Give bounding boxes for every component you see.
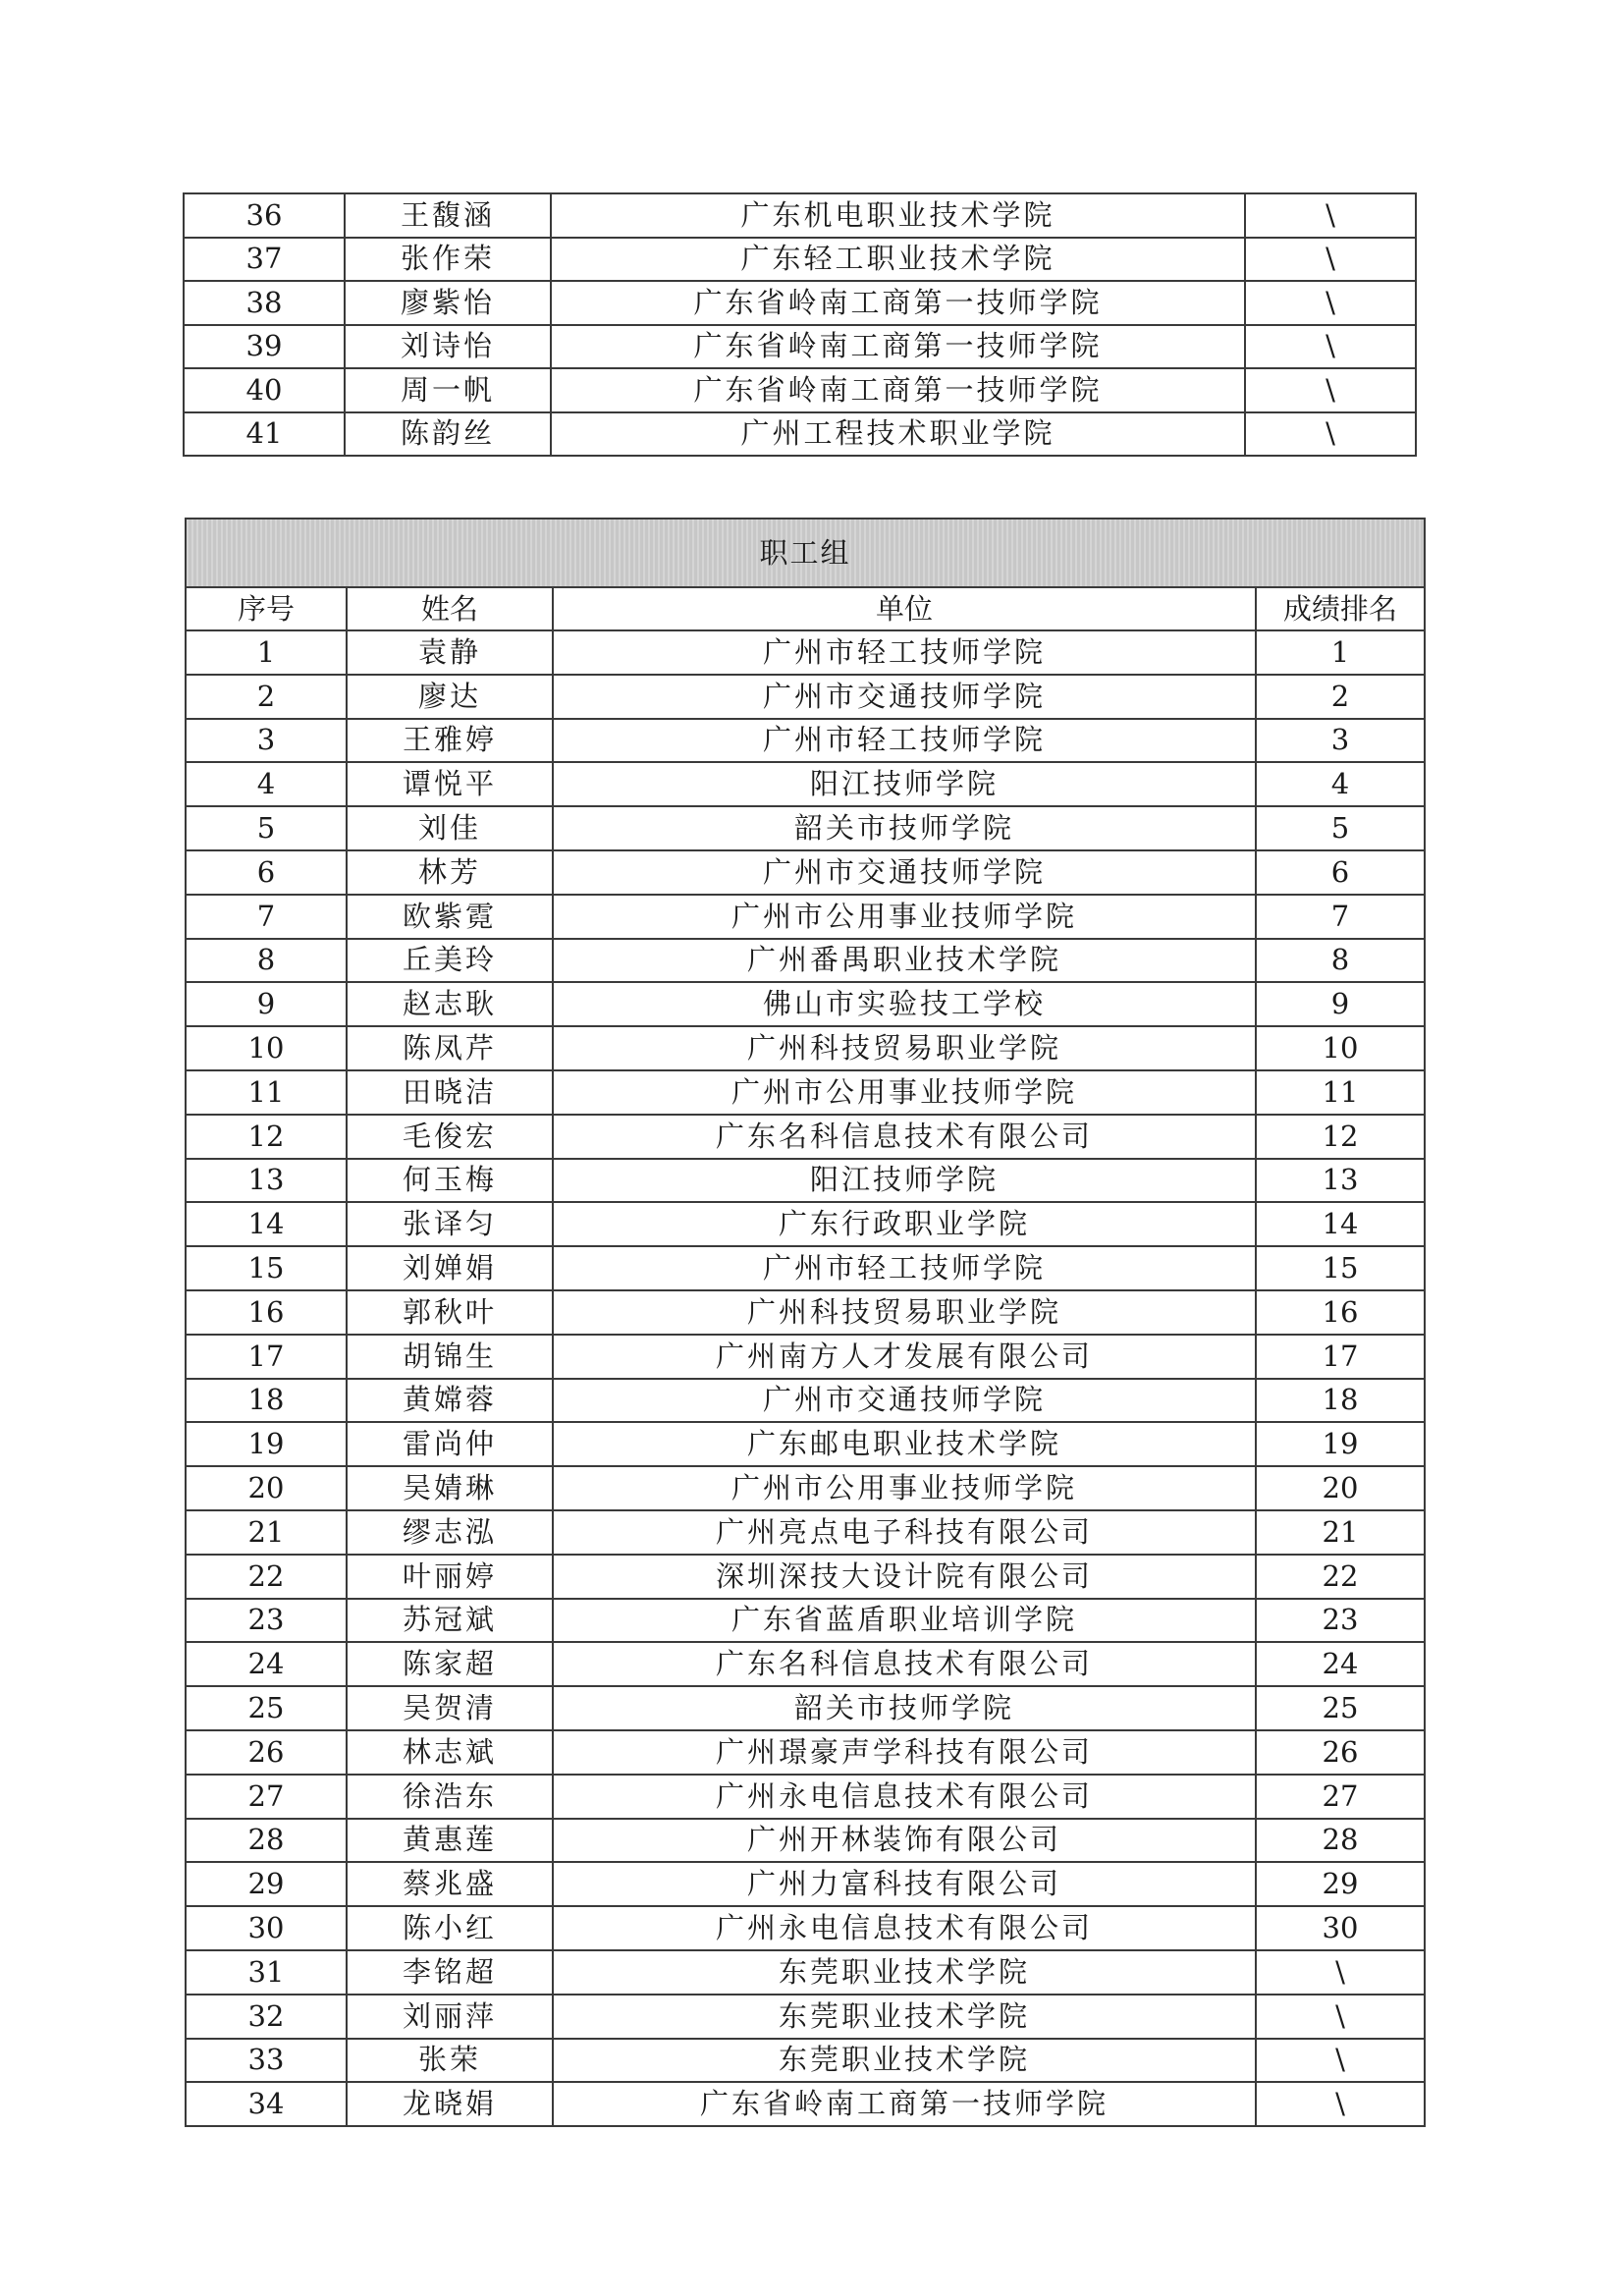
organization-name: 广东邮电职业技术学院 (553, 1422, 1256, 1466)
organization-name: 韶关市技师学院 (553, 806, 1256, 850)
table-row (186, 1599, 1425, 1643)
row-number: 3 (186, 719, 347, 763)
rank-value: 20 (1256, 1466, 1425, 1510)
table-row (186, 939, 1425, 983)
person-name: 张译匀 (347, 1202, 553, 1246)
person-name: 刘佳 (347, 806, 553, 850)
organization-name: 广州科技贸易职业学院 (553, 1290, 1256, 1335)
organization-name: 广东省岭南工商第一技师学院 (553, 2082, 1256, 2126)
person-name: 黄嫦蓉 (347, 1379, 553, 1423)
header-unit: 单位 (553, 587, 1256, 630)
rank-value: 30 (1256, 1906, 1425, 1950)
staff-group-table (185, 518, 1426, 2127)
table-row (186, 1555, 1425, 1599)
person-name: 雷尚仲 (347, 1422, 553, 1466)
organization-name: 广州番禺职业技术学院 (553, 939, 1256, 983)
table-row (186, 1422, 1425, 1466)
organization-name: 广州璟豪声学科技有限公司 (553, 1730, 1256, 1775)
table-row (186, 675, 1425, 719)
row-number: 34 (186, 2082, 347, 2126)
person-name: 谭悦平 (347, 762, 553, 806)
rank-value: 6 (1256, 850, 1425, 895)
rank-value: 16 (1256, 1290, 1425, 1335)
rank-value: 7 (1256, 895, 1425, 939)
person-name: 吴婧琳 (347, 1466, 553, 1510)
table-row (186, 1775, 1425, 1819)
rank-value: 22 (1256, 1555, 1425, 1599)
person-name: 赵志耿 (347, 982, 553, 1026)
person-name: 黄惠莲 (347, 1819, 553, 1863)
organization-name: 广州市轻工技师学院 (553, 1246, 1256, 1290)
row-number: 31 (186, 1950, 347, 1995)
table-row (186, 1950, 1425, 1995)
organization-name: 广州永电信息技术有限公司 (553, 1775, 1256, 1819)
person-name: 刘丽萍 (347, 1995, 553, 2039)
person-name: 袁静 (347, 630, 553, 675)
organization-name: 广州开林装饰有限公司 (553, 1819, 1256, 1863)
rank-value: 21 (1256, 1510, 1425, 1555)
rank-value: \ (1256, 1950, 1425, 1995)
person-name: 陈韵丝 (345, 412, 551, 457)
table-row (184, 412, 1416, 457)
person-name: 田晓洁 (347, 1070, 553, 1115)
table-row (186, 762, 1425, 806)
previous-group-table (183, 192, 1417, 457)
rank-value: 5 (1256, 806, 1425, 850)
row-number: 17 (186, 1335, 347, 1379)
organization-name: 广州工程技术职业学院 (551, 412, 1245, 457)
rank-value: 23 (1256, 1599, 1425, 1643)
table-row (186, 1862, 1425, 1906)
organization-name: 广州科技贸易职业学院 (553, 1026, 1256, 1070)
person-name: 郭秋叶 (347, 1290, 553, 1335)
rank-value: 18 (1256, 1379, 1425, 1423)
person-name: 林志斌 (347, 1730, 553, 1775)
organization-name: 广东名科信息技术有限公司 (553, 1642, 1256, 1686)
row-number: 36 (184, 193, 345, 238)
person-name: 李铭超 (347, 1950, 553, 1995)
person-name: 王馥涵 (345, 193, 551, 238)
row-number: 26 (186, 1730, 347, 1775)
organization-name: 广州南方人才发展有限公司 (553, 1335, 1256, 1379)
person-name: 廖紫怡 (345, 281, 551, 325)
organization-name: 广州永电信息技术有限公司 (553, 1906, 1256, 1950)
table-row (186, 1290, 1425, 1335)
table-row (186, 2039, 1425, 2083)
staff-group-table-body (186, 630, 1425, 2126)
row-number: 14 (186, 1202, 347, 1246)
rank-value: 3 (1256, 719, 1425, 763)
organization-name: 阳江技师学院 (553, 1159, 1256, 1203)
row-number: 27 (186, 1775, 347, 1819)
row-number: 25 (186, 1686, 347, 1730)
row-number: 19 (186, 1422, 347, 1466)
row-number: 40 (184, 368, 345, 412)
row-number: 29 (186, 1862, 347, 1906)
person-name: 周一帆 (345, 368, 551, 412)
header-rank: 成绩排名 (1256, 587, 1425, 630)
table-row (186, 1159, 1425, 1203)
rank-value: 26 (1256, 1730, 1425, 1775)
person-name: 胡锦生 (347, 1335, 553, 1379)
person-name: 徐浩东 (347, 1775, 553, 1819)
table-row (184, 281, 1416, 325)
rank-value: 29 (1256, 1862, 1425, 1906)
table-row (186, 1642, 1425, 1686)
group-title: 职工组 (186, 519, 1425, 587)
table-row (186, 1995, 1425, 2039)
rank-value: 27 (1256, 1775, 1425, 1819)
table-row (186, 1466, 1425, 1510)
rank-value: \ (1256, 2082, 1425, 2126)
rank-value: 15 (1256, 1246, 1425, 1290)
organization-name: 广州市交通技师学院 (553, 850, 1256, 895)
row-number: 16 (186, 1290, 347, 1335)
row-number: 8 (186, 939, 347, 983)
header-name: 姓名 (347, 587, 553, 630)
rank-value: \ (1245, 325, 1416, 369)
organization-name: 广东省蓝盾职业培训学院 (553, 1599, 1256, 1643)
table-row (186, 1906, 1425, 1950)
table-row (186, 1335, 1425, 1379)
table-row (186, 1026, 1425, 1070)
organization-name: 广东省岭南工商第一技师学院 (551, 368, 1245, 412)
table-row (186, 982, 1425, 1026)
person-name: 龙晓娟 (347, 2082, 553, 2126)
row-number: 11 (186, 1070, 347, 1115)
table-row (186, 2082, 1425, 2126)
row-number: 13 (186, 1159, 347, 1203)
previous-group-table-body (184, 193, 1416, 456)
table-row (184, 368, 1416, 412)
organization-name: 广州力富科技有限公司 (553, 1862, 1256, 1906)
rank-value: \ (1245, 238, 1416, 282)
person-name: 叶丽婷 (347, 1555, 553, 1599)
rank-value: 17 (1256, 1335, 1425, 1379)
table-row (186, 1819, 1425, 1863)
rank-value: \ (1256, 1995, 1425, 2039)
organization-name: 广州市公用事业技师学院 (553, 1070, 1256, 1115)
row-number: 39 (184, 325, 345, 369)
table-row (186, 630, 1425, 675)
row-number: 30 (186, 1906, 347, 1950)
rank-value: 24 (1256, 1642, 1425, 1686)
row-number: 9 (186, 982, 347, 1026)
person-name: 丘美玲 (347, 939, 553, 983)
row-number: 24 (186, 1642, 347, 1686)
rank-value: \ (1245, 193, 1416, 238)
table-row (186, 895, 1425, 939)
row-number: 12 (186, 1115, 347, 1159)
rank-value: \ (1245, 281, 1416, 325)
row-number: 23 (186, 1599, 347, 1643)
row-number: 7 (186, 895, 347, 939)
row-number: 20 (186, 1466, 347, 1510)
row-number: 21 (186, 1510, 347, 1555)
rank-value: 10 (1256, 1026, 1425, 1070)
header-no: 序号 (186, 587, 347, 630)
rank-value: 2 (1256, 675, 1425, 719)
row-number: 2 (186, 675, 347, 719)
organization-name: 广州亮点电子科技有限公司 (553, 1510, 1256, 1555)
organization-name: 广东名科信息技术有限公司 (553, 1115, 1256, 1159)
person-name: 陈小红 (347, 1906, 553, 1950)
organization-name: 深圳深技大设计院有限公司 (553, 1555, 1256, 1599)
organization-name: 广东行政职业学院 (553, 1202, 1256, 1246)
table-row (186, 719, 1425, 763)
organization-name: 东莞职业技术学院 (553, 1950, 1256, 1995)
rank-value: 4 (1256, 762, 1425, 806)
rank-value: \ (1245, 412, 1416, 457)
organization-name: 东莞职业技术学院 (553, 2039, 1256, 2083)
organization-name: 广东机电职业技术学院 (551, 193, 1245, 238)
table-row (186, 1730, 1425, 1775)
table-row (186, 1686, 1425, 1730)
header-row (186, 587, 1425, 630)
table-row (186, 1115, 1425, 1159)
person-name: 缪志泓 (347, 1510, 553, 1555)
person-name: 刘诗怡 (345, 325, 551, 369)
person-name: 刘婵娟 (347, 1246, 553, 1290)
organization-name: 广州市交通技师学院 (553, 1379, 1256, 1423)
row-number: 33 (186, 2039, 347, 2083)
row-number: 32 (186, 1995, 347, 2039)
organization-name: 广东省岭南工商第一技师学院 (551, 325, 1245, 369)
person-name: 张作荣 (345, 238, 551, 282)
person-name: 蔡兆盛 (347, 1862, 553, 1906)
rank-value: 19 (1256, 1422, 1425, 1466)
table-row (186, 1246, 1425, 1290)
row-number: 5 (186, 806, 347, 850)
organization-name: 佛山市实验技工学校 (553, 982, 1256, 1026)
row-number: 1 (186, 630, 347, 675)
table-row (184, 238, 1416, 282)
table-row (186, 1510, 1425, 1555)
row-number: 22 (186, 1555, 347, 1599)
rank-value: \ (1245, 368, 1416, 412)
organization-name: 广州市公用事业技师学院 (553, 895, 1256, 939)
rank-value: 13 (1256, 1159, 1425, 1203)
table-row (184, 193, 1416, 238)
row-number: 18 (186, 1379, 347, 1423)
person-name: 毛俊宏 (347, 1115, 553, 1159)
organization-name: 广东轻工职业技术学院 (551, 238, 1245, 282)
person-name: 廖达 (347, 675, 553, 719)
person-name: 陈凤芹 (347, 1026, 553, 1070)
rank-value: 8 (1256, 939, 1425, 983)
row-number: 15 (186, 1246, 347, 1290)
table-row (186, 806, 1425, 850)
table-row (186, 1070, 1425, 1115)
row-number: 38 (184, 281, 345, 325)
person-name: 欧紫霓 (347, 895, 553, 939)
organization-name: 广州市公用事业技师学院 (553, 1466, 1256, 1510)
rank-value: \ (1256, 2039, 1425, 2083)
rank-value: 14 (1256, 1202, 1425, 1246)
person-name: 陈家超 (347, 1642, 553, 1686)
person-name: 吴贺清 (347, 1686, 553, 1730)
rank-value: 25 (1256, 1686, 1425, 1730)
row-number: 4 (186, 762, 347, 806)
row-number: 41 (184, 412, 345, 457)
organization-name: 广东省岭南工商第一技师学院 (551, 281, 1245, 325)
rank-value: 28 (1256, 1819, 1425, 1863)
row-number: 10 (186, 1026, 347, 1070)
organization-name: 韶关市技师学院 (553, 1686, 1256, 1730)
organization-name: 广州市轻工技师学院 (553, 719, 1256, 763)
organization-name: 东莞职业技术学院 (553, 1995, 1256, 2039)
rank-value: 1 (1256, 630, 1425, 675)
rank-value: 12 (1256, 1115, 1425, 1159)
organization-name: 广州市轻工技师学院 (553, 630, 1256, 675)
person-name: 何玉梅 (347, 1159, 553, 1203)
table-row (186, 1379, 1425, 1423)
person-name: 林芳 (347, 850, 553, 895)
person-name: 苏冠斌 (347, 1599, 553, 1643)
row-number: 6 (186, 850, 347, 895)
organization-name: 阳江技师学院 (553, 762, 1256, 806)
table-row (184, 325, 1416, 369)
rank-value: 11 (1256, 1070, 1425, 1115)
table-row (186, 850, 1425, 895)
organization-name: 广州市交通技师学院 (553, 675, 1256, 719)
person-name: 王雅婷 (347, 719, 553, 763)
person-name: 张荣 (347, 2039, 553, 2083)
row-number: 37 (184, 238, 345, 282)
row-number: 28 (186, 1819, 347, 1863)
rank-value: 9 (1256, 982, 1425, 1026)
table-row (186, 1202, 1425, 1246)
